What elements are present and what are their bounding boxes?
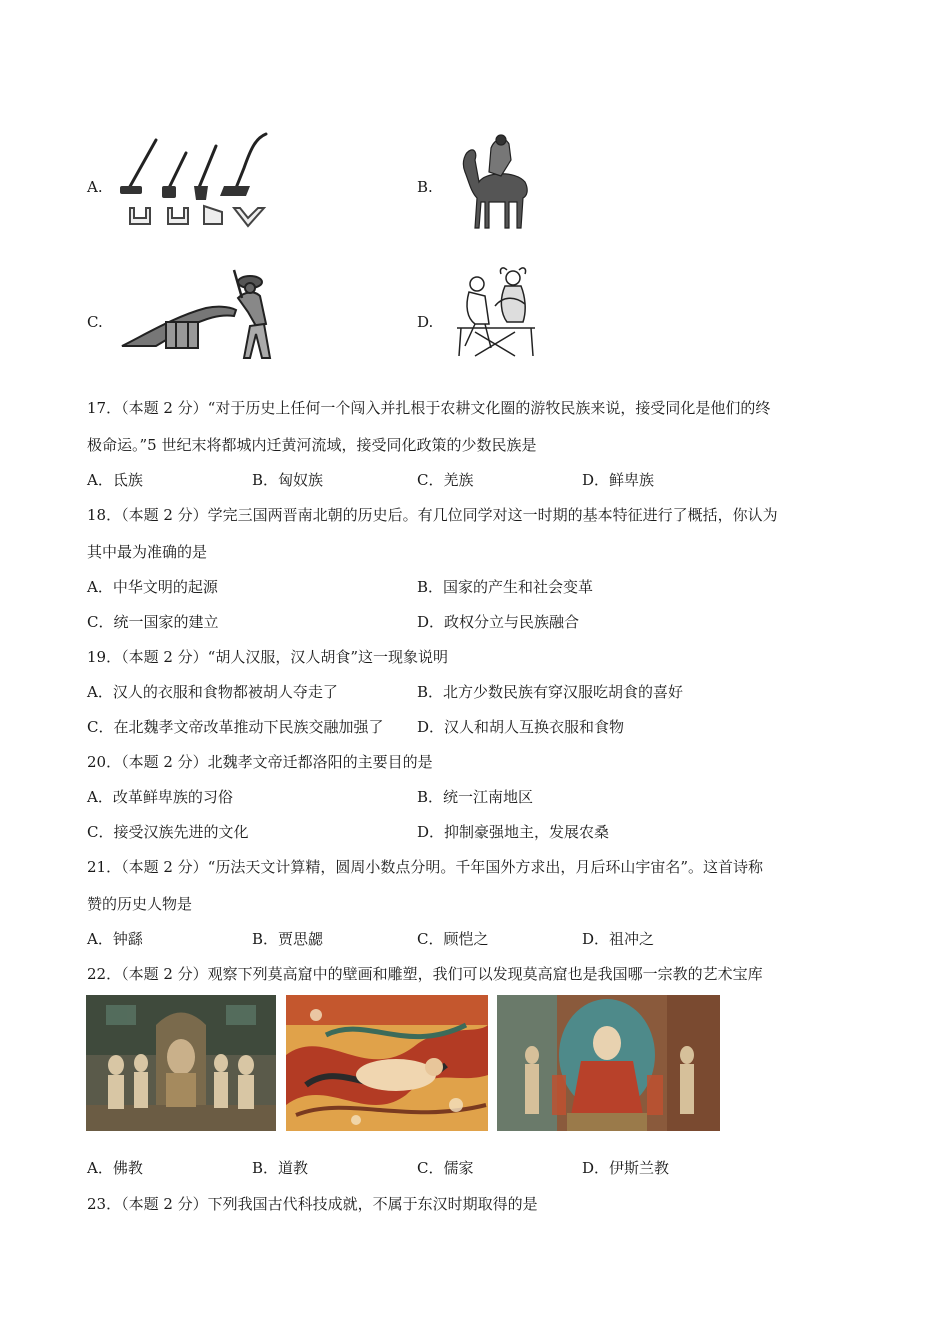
mogao-statues-photo [86,995,276,1131]
q17-option-d: D．鲜卑族 [582,471,655,489]
q22-option-d: D．伊斯兰教 [582,1159,670,1177]
farm-tools-icon [116,128,276,233]
q18-stem-line1: 18．（本题 2 分）学完三国两晋南北朝的历史后。有几位同学对这一时期的基本特征进行了概括，你认为 [87,506,778,524]
q22-option-c: C．儒家 [417,1159,474,1177]
option-letter: B. [417,178,433,196]
q18-option-b: B．国家的产生和社会变革 [417,578,594,596]
q21-option-a: A．钟繇 [87,930,143,948]
q20-option-a: A．改革鲜卑族的习俗 [87,788,233,806]
q19-option-d: D．汉人和胡人互换衣服和食物 [417,718,625,736]
option-letter: D. [417,313,434,331]
q18-stem-line2: 其中最为准确的是 [87,543,208,561]
q17-stem-line1: 17．（本题 2 分）“对于历史上任何一个闯入并扎根于农耕文化圈的游牧民族来说，接受同化是他们的终 [87,399,771,417]
seated-figures-icon [455,266,540,358]
q22-stem-line1: 22．（本题 2 分）观察下列莫高窟中的壁画和雕塑，我们可以发现莫高窟也是我国哪一宗教的艺术宝库 [87,965,763,983]
q18-option-a: A．中华文明的起源 [87,578,218,596]
q21-stem-line1: 21．（本题 2 分）“历法天文计算精，圆周小数点分明。千年国外方求出，月后环山宇宙名”。这首诗称 [87,858,764,876]
option-letter: C. [87,313,103,331]
q20-option-d: D．抑制豪强地主，发展农桑 [417,823,610,841]
q17-stem-line2: 极命运。”5 世纪末将都城内迁黄河流域，接受同化政策的少数民族是 [87,436,537,454]
q22-option-b: B．道教 [252,1159,309,1177]
q18-option-d: D．政权分立与民族融合 [417,613,580,631]
mogao-flying-apsara-photo [286,995,488,1131]
option-letter: A. [87,178,103,196]
q21-option-d: D．祖冲之 [582,930,655,948]
q19-option-b: B．北方少数民族有穿汉服吃胡食的喜好 [417,683,684,701]
q23-stem-line1: 23．（本题 2 分）下列我国古代科技成就，不属于东汉时期取得的是 [87,1195,538,1213]
q17-option-c: C．羌族 [417,471,474,489]
q18-option-c: C．统一国家的建立 [87,613,219,631]
q21-stem-line2: 赞的历史人物是 [87,895,193,913]
q19-option-a: A．汉人的衣服和食物都被胡人夺走了 [87,683,338,701]
q22-option-a: A．佛教 [87,1159,143,1177]
q19-option-c: C．在北魏孝文帝改革推动下民族交融加强了 [87,718,384,736]
q19-stem-line1: 19．（本题 2 分）“胡人汉服，汉人胡食”这一现象说明 [87,648,449,666]
plowing-farmer-icon [116,264,276,362]
mogao-buddha-photo [497,995,720,1131]
q17-option-b: B．匈奴族 [252,471,324,489]
q20-stem-line1: 20．（本题 2 分）北魏孝文帝迁都洛阳的主要目的是 [87,753,433,771]
q20-option-c: C．接受汉族先进的文化 [87,823,249,841]
camel-rider-icon [455,132,535,234]
q21-option-b: B．贾思勰 [252,930,324,948]
q21-option-c: C．顾恺之 [417,930,489,948]
q20-option-b: B．统一江南地区 [417,788,534,806]
q17-option-a: A．氐族 [87,471,143,489]
